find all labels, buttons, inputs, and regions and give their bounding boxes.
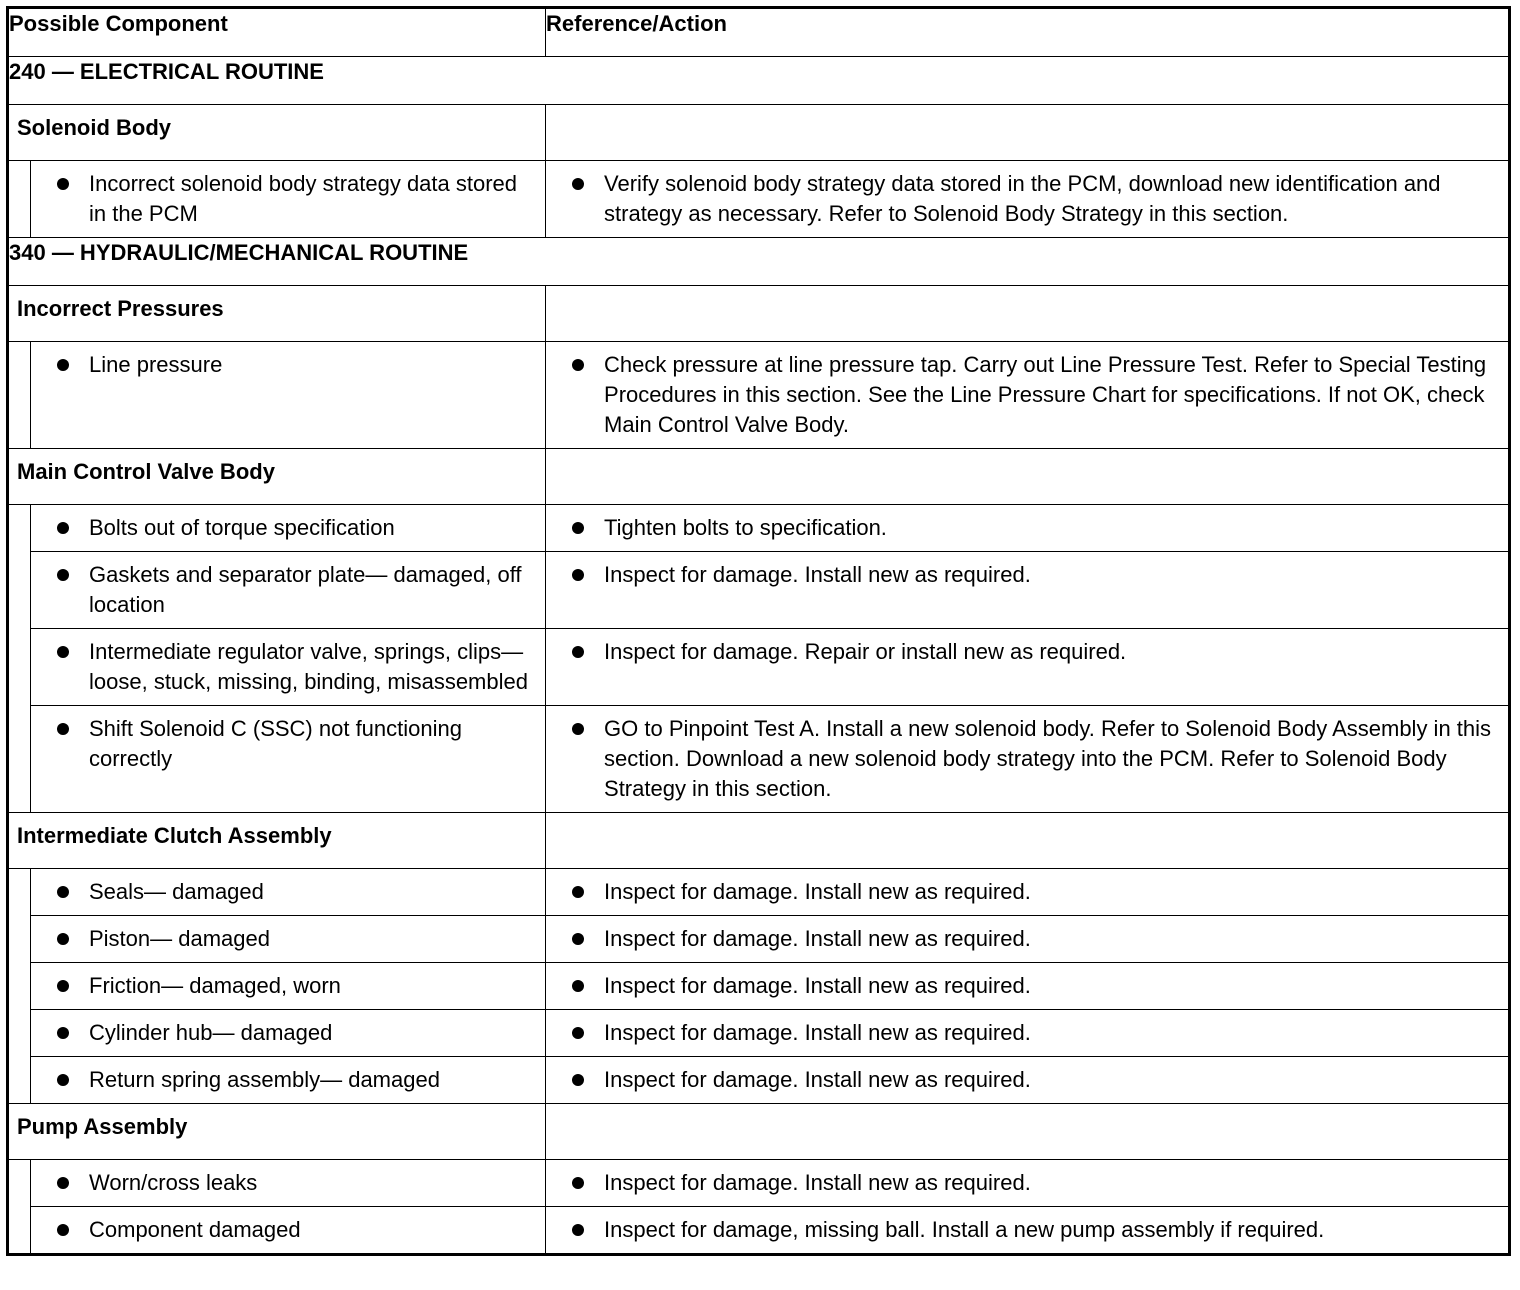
- component-text: Bolts out of torque specification: [89, 515, 395, 540]
- component-text: Worn/cross leaks: [89, 1170, 258, 1195]
- bullet-dot-icon: [57, 1224, 69, 1236]
- table-row: [8, 869, 1510, 916]
- action-text: Check pressure at line pressure tap. Carry out Line Pressure Test. Refer to Special Testing Procedures in this section. See the Line Pressure Chart for specifications. If not OK, check Main Control Valve Body.: [604, 352, 1487, 437]
- action-bullet: [546, 706, 1508, 812]
- component-bullet: [31, 505, 545, 551]
- component-cell: [31, 161, 546, 238]
- component-text: Line pressure: [89, 352, 223, 377]
- indent-cell: [8, 1057, 31, 1104]
- indent-cell: [8, 1010, 31, 1057]
- table-row: [8, 1160, 1510, 1207]
- bullet-dot-icon: [57, 886, 69, 898]
- component-cell: [31, 869, 546, 916]
- action-bullet: [546, 552, 1508, 598]
- component-bullet: [31, 1207, 545, 1253]
- action-text: GO to Pinpoint Test A. Install a new solenoid body. Refer to Solenoid Body Assembly in this section. Download a new solenoid body strategy into the PCM. Refer to Solenoid Body Strategy in this section.: [604, 716, 1492, 801]
- action-cell: [546, 1057, 1510, 1104]
- group-name: Solenoid Body: [8, 105, 546, 161]
- action-bullet: [546, 869, 1508, 915]
- indent-cell: [8, 505, 31, 552]
- component-cell: [31, 552, 546, 629]
- component-text: Component damaged: [89, 1217, 301, 1242]
- component-bullet: [31, 161, 545, 237]
- group-action-empty: [546, 105, 1510, 161]
- bullet-dot-icon: [572, 1074, 584, 1086]
- component-text: Return spring assembly— damaged: [89, 1067, 440, 1092]
- action-text: Inspect for damage. Install new as required.: [604, 879, 1031, 904]
- component-bullet: [31, 916, 545, 962]
- action-text: Inspect for damage. Install new as required.: [604, 1067, 1031, 1092]
- bullet-dot-icon: [572, 359, 584, 371]
- bullet-dot-icon: [57, 1074, 69, 1086]
- indent-cell: [8, 629, 31, 706]
- component-cell: [31, 629, 546, 706]
- group-action-empty: [546, 449, 1510, 505]
- bullet-dot-icon: [57, 723, 69, 735]
- group-action-empty: [546, 286, 1510, 342]
- action-bullet: [546, 916, 1508, 962]
- table-row: [8, 552, 1510, 629]
- indent-cell: [8, 869, 31, 916]
- section-row: [8, 238, 1510, 286]
- group-row: [8, 1104, 1510, 1160]
- action-text: Tighten bolts to specification.: [604, 515, 887, 540]
- bullet-dot-icon: [57, 1027, 69, 1039]
- component-bullet: [31, 963, 545, 1009]
- action-text: Inspect for damage. Install new as required.: [604, 1020, 1031, 1045]
- component-bullet: [31, 706, 545, 782]
- indent-cell: [8, 161, 31, 238]
- indent-cell: [8, 1207, 31, 1255]
- indent-cell: [8, 916, 31, 963]
- indent-cell: [8, 706, 31, 813]
- action-cell: [546, 1160, 1510, 1207]
- header-reference-action: Reference/Action: [546, 8, 1510, 57]
- bullet-dot-icon: [572, 723, 584, 735]
- component-bullet: [31, 629, 545, 705]
- table-row: [8, 963, 1510, 1010]
- action-cell: [546, 706, 1510, 813]
- component-cell: [31, 1160, 546, 1207]
- section-title: 240 — ELECTRICAL ROUTINE: [8, 57, 1510, 105]
- table-row: [8, 1010, 1510, 1057]
- action-cell: [546, 629, 1510, 706]
- component-text: Cylinder hub— damaged: [89, 1020, 333, 1045]
- component-text: Gaskets and separator plate— damaged, off location: [89, 562, 522, 617]
- bullet-dot-icon: [57, 569, 69, 581]
- component-bullet: [31, 342, 545, 388]
- component-bullet: [31, 552, 545, 628]
- action-text: Inspect for damage. Repair or install new as required.: [604, 639, 1127, 664]
- component-bullet: [31, 1160, 545, 1206]
- group-row: [8, 286, 1510, 342]
- table-row: [8, 706, 1510, 813]
- indent-cell: [8, 963, 31, 1010]
- bullet-dot-icon: [57, 933, 69, 945]
- bullet-dot-icon: [572, 1224, 584, 1236]
- action-cell: [546, 1207, 1510, 1255]
- action-bullet: [546, 1057, 1508, 1103]
- action-bullet: [546, 1160, 1508, 1206]
- bullet-dot-icon: [572, 933, 584, 945]
- component-text: Friction— damaged, worn: [89, 973, 341, 998]
- group-row: [8, 449, 1510, 505]
- bullet-dot-icon: [57, 522, 69, 534]
- group-row: [8, 813, 1510, 869]
- component-text: Incorrect solenoid body strategy data stored in the PCM: [89, 171, 518, 226]
- component-bullet: [31, 1057, 545, 1103]
- table-row: [8, 161, 1510, 238]
- table-row: [8, 342, 1510, 449]
- action-bullet: [546, 629, 1508, 675]
- component-cell: [31, 1010, 546, 1057]
- action-cell: [546, 161, 1510, 238]
- bullet-dot-icon: [57, 178, 69, 190]
- section-title: 340 — HYDRAULIC/MECHANICAL ROUTINE: [8, 238, 1510, 286]
- bullet-dot-icon: [57, 646, 69, 658]
- table-row: [8, 1207, 1510, 1255]
- group-name: Intermediate Clutch Assembly: [8, 813, 546, 869]
- action-text: Inspect for damage. Install new as required.: [604, 926, 1031, 951]
- action-cell: [546, 916, 1510, 963]
- component-bullet: [31, 1010, 545, 1056]
- diagnosis-table: [6, 6, 1511, 1256]
- action-bullet: [546, 161, 1508, 237]
- component-text: Piston— damaged: [89, 926, 270, 951]
- bullet-dot-icon: [572, 1177, 584, 1189]
- bullet-dot-icon: [572, 569, 584, 581]
- component-bullet: [31, 869, 545, 915]
- bullet-dot-icon: [572, 646, 584, 658]
- component-text: Seals— damaged: [89, 879, 264, 904]
- table-row: [8, 629, 1510, 706]
- action-bullet: [546, 505, 1508, 551]
- group-name: Pump Assembly: [8, 1104, 546, 1160]
- indent-cell: [8, 1160, 31, 1207]
- group-action-empty: [546, 813, 1510, 869]
- section-row: [8, 57, 1510, 105]
- action-text: Inspect for damage. Install new as required.: [604, 1170, 1031, 1195]
- bullet-dot-icon: [572, 1027, 584, 1039]
- table-row: [8, 1057, 1510, 1104]
- component-cell: [31, 1207, 546, 1255]
- action-bullet: [546, 1010, 1508, 1056]
- bullet-dot-icon: [57, 359, 69, 371]
- action-cell: [546, 1010, 1510, 1057]
- component-cell: [31, 1057, 546, 1104]
- component-cell: [31, 505, 546, 552]
- table-row: [8, 505, 1510, 552]
- action-cell: [546, 552, 1510, 629]
- bullet-dot-icon: [57, 1177, 69, 1189]
- indent-cell: [8, 552, 31, 629]
- indent-cell: [8, 342, 31, 449]
- component-cell: [31, 963, 546, 1010]
- bullet-dot-icon: [572, 522, 584, 534]
- component-text: Shift Solenoid C (SSC) not functioning correctly: [89, 716, 462, 771]
- table-header-row: [8, 8, 1510, 57]
- action-cell: [546, 963, 1510, 1010]
- bullet-dot-icon: [572, 886, 584, 898]
- group-action-empty: [546, 1104, 1510, 1160]
- group-name: Incorrect Pressures: [8, 286, 546, 342]
- diagnosis-table-page: [6, 6, 1508, 1284]
- bullet-dot-icon: [572, 178, 584, 190]
- action-text: Inspect for damage. Install new as required.: [604, 562, 1031, 587]
- action-cell: [546, 505, 1510, 552]
- table-row: [8, 916, 1510, 963]
- action-bullet: [546, 963, 1508, 1009]
- action-text: Inspect for damage, missing ball. Install a new pump assembly if required.: [604, 1217, 1325, 1242]
- bullet-dot-icon: [572, 980, 584, 992]
- component-cell: [31, 916, 546, 963]
- action-bullet: [546, 342, 1508, 448]
- action-text: Inspect for damage. Install new as required.: [604, 973, 1031, 998]
- action-text: Verify solenoid body strategy data stored in the PCM, download new identification and strategy as necessary. Refer to Solenoid Body Strategy in this section.: [604, 171, 1441, 226]
- component-text: Intermediate regulator valve, springs, clips— loose, stuck, missing, binding, misassembled: [89, 639, 528, 694]
- component-cell: [31, 706, 546, 813]
- header-possible-component: Possible Component: [8, 8, 546, 57]
- bullet-dot-icon: [57, 980, 69, 992]
- component-cell: [31, 342, 546, 449]
- group-name: Main Control Valve Body: [8, 449, 546, 505]
- group-row: [8, 105, 1510, 161]
- action-cell: [546, 869, 1510, 916]
- action-bullet: [546, 1207, 1508, 1253]
- action-cell: [546, 342, 1510, 449]
